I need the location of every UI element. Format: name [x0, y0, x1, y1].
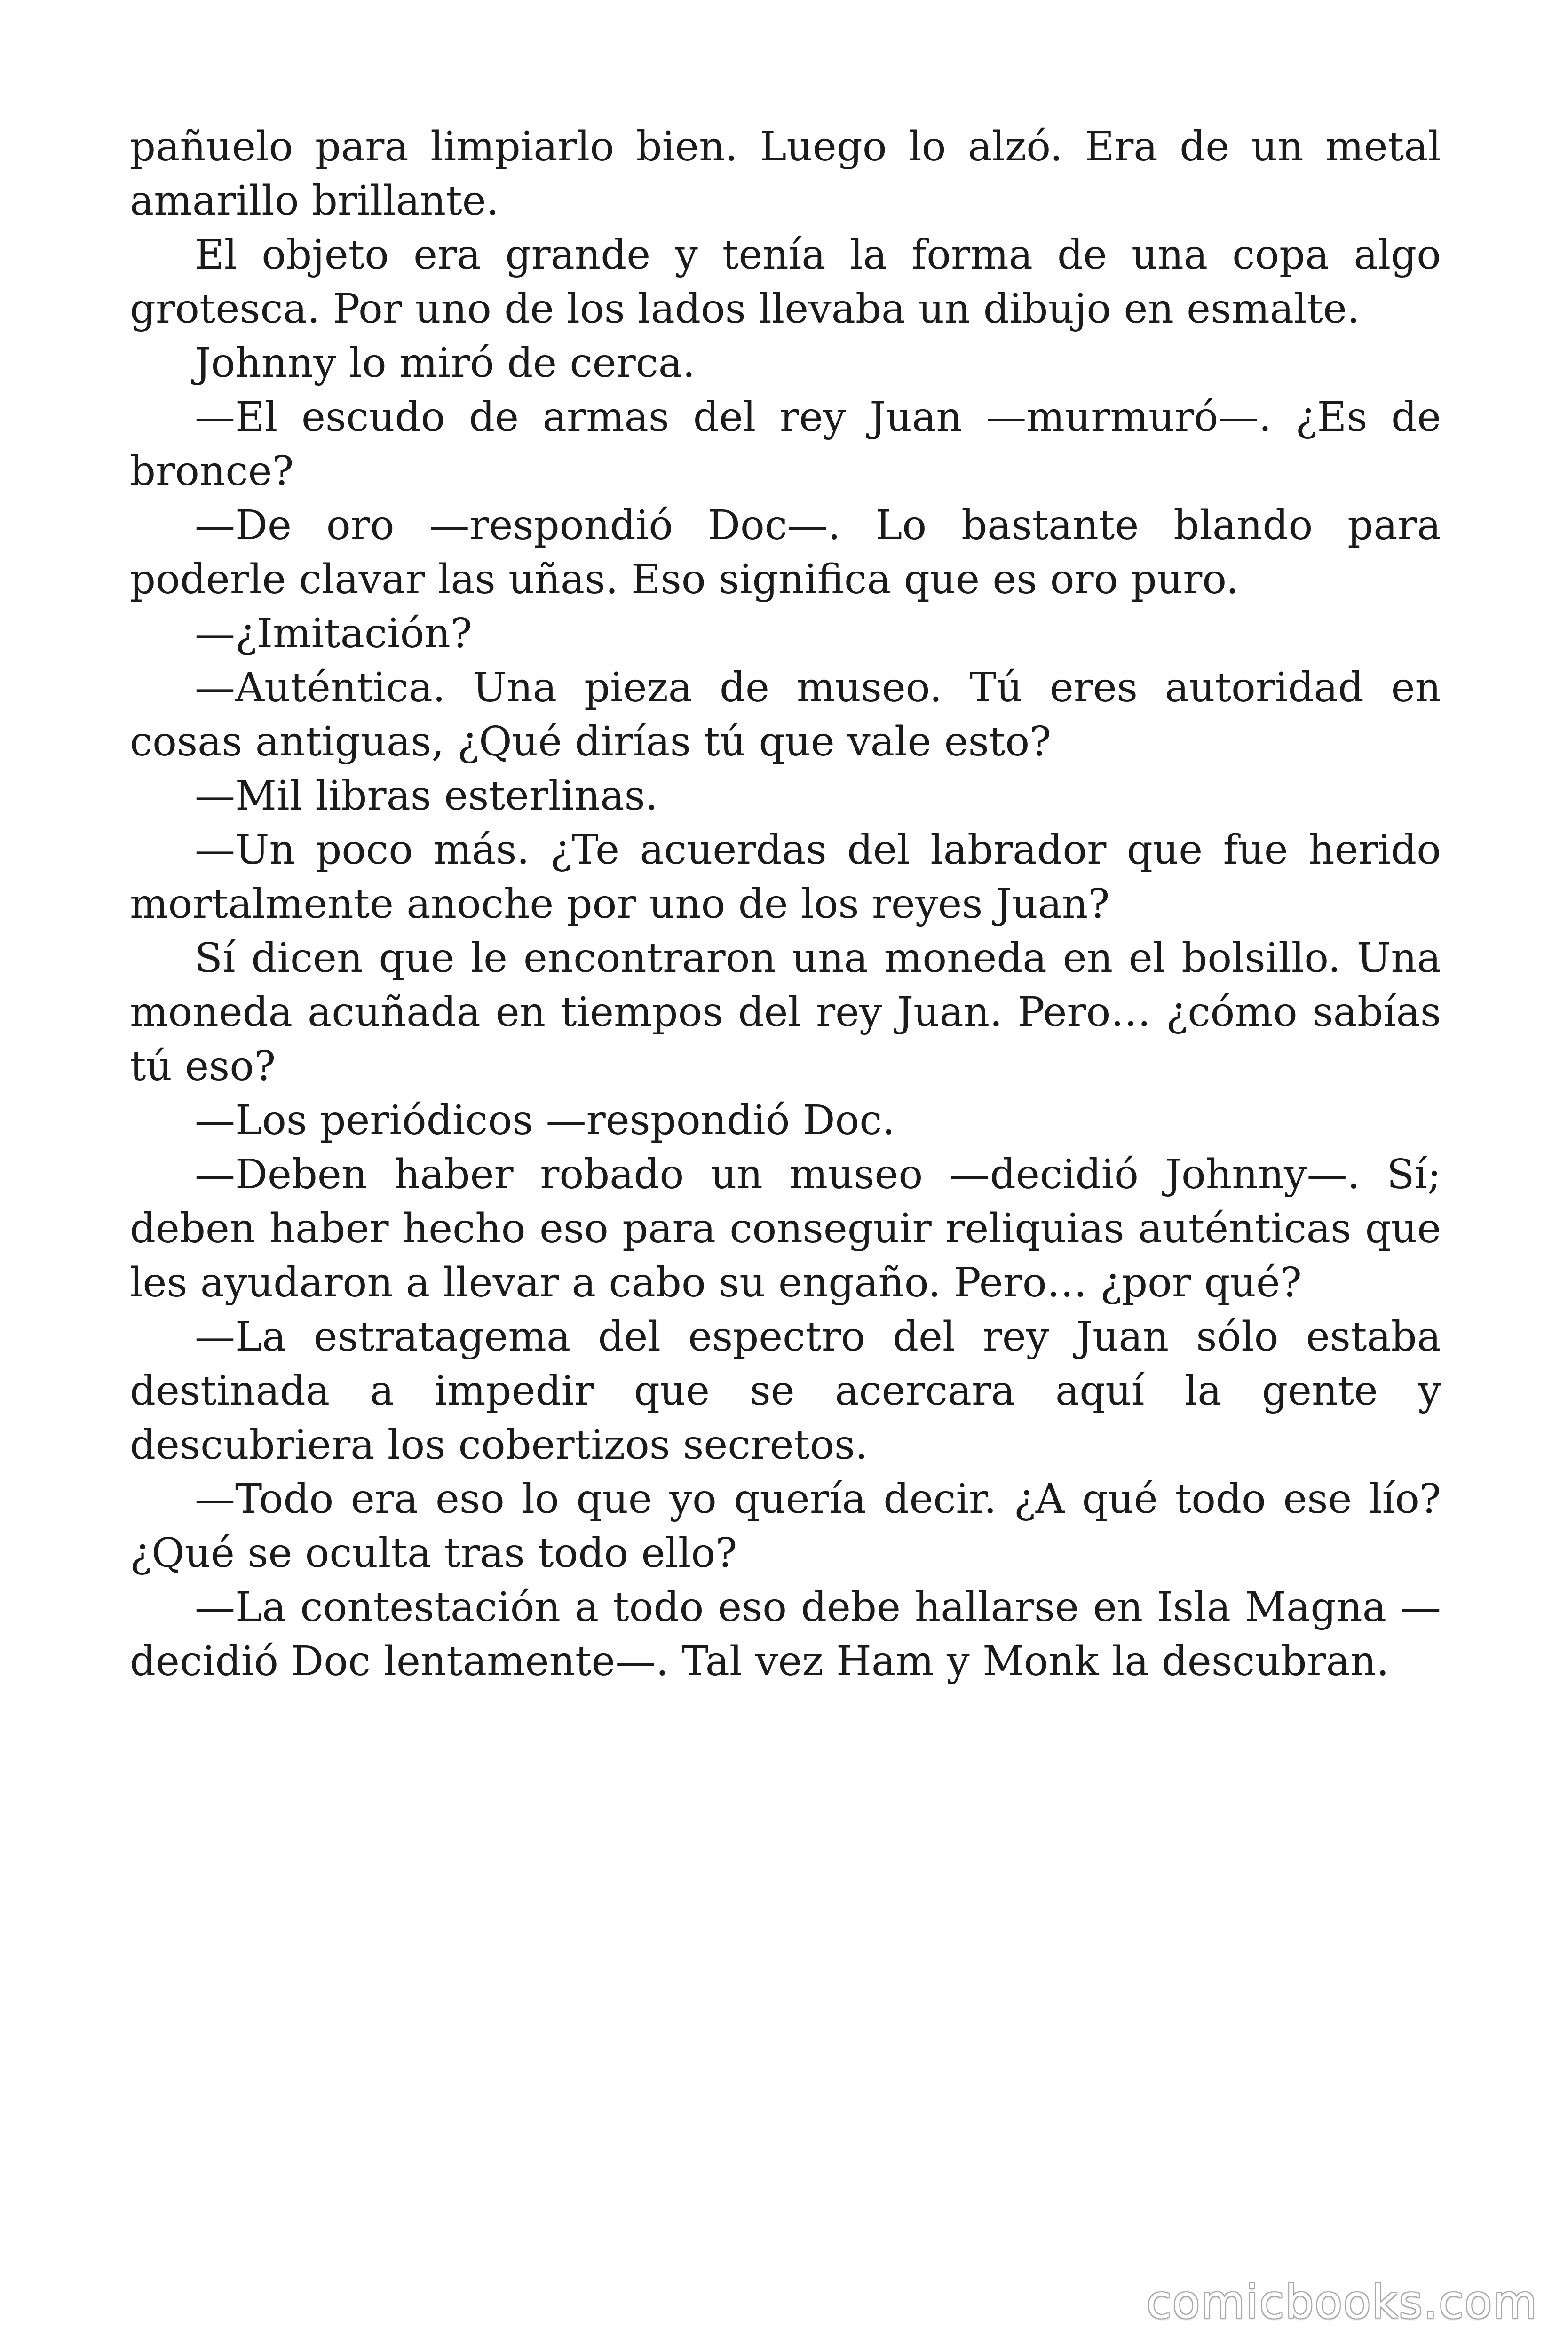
paragraph: Sí dicen que le encontraron una moneda en el bolsillo. Una moneda acuñada en tiempos del rey Juan. Pero… ¿cómo sabías tú eso?: [130, 935, 1441, 1090]
paragraph: —Mil libras esterlinas.: [195, 772, 658, 819]
paragraph: —Un poco más. ¿Te acuerdas del labrador que fue herido mortalmente anoche por uno de los reyes Juan?: [130, 826, 1441, 928]
paragraph: —Los periódicos —respondió Doc.: [195, 1097, 895, 1144]
paragraph: —La estratagema del espectro del rey Juan sólo estaba destinada a impedir que se acercara aquí la gente y descubriera los cobertizos secretos.: [130, 1313, 1441, 1469]
paragraph: —Deben haber robado un museo —decidió Johnny—. Sí; deben haber hecho eso para conseguir reliquias auténticas que les ayudaron a llevar a cabo su engaño. Pero… ¿por qué?: [130, 1151, 1441, 1306]
paragraph: —De oro —respondió Doc—. Lo bastante blando para poderle clavar las uñas. Eso significa que es oro puro.: [130, 502, 1441, 603]
paragraph: Johnny lo miró de cerca.: [195, 340, 696, 387]
book-page-text: [130, 120, 1441, 1689]
paragraph: —La contestación a todo eso debe hallarse en Isla Magna —decidió Doc lentamente—. Tal vez Ham y Monk la descubran.: [130, 1584, 1441, 1685]
paragraph: El objeto era grande y tenía la forma de una copa algo grotesca. Por uno de los lados llevaba un dibujo en esmalte.: [130, 231, 1441, 333]
paragraph: pañuelo para limpiarlo bien. Luego lo alzó. Era de un metal amarillo brillante.: [130, 123, 1441, 224]
paragraph: —Todo era eso lo que yo quería decir. ¿A qué todo ese lío? ¿Qué se oculta tras todo ello?: [130, 1476, 1441, 1577]
paragraph: —Auténtica. Una pieza de museo. Tú eres autoridad en cosas antiguas, ¿Qué dirías tú que vale esto?: [130, 664, 1441, 765]
paragraph: —El escudo de armas del rey Juan —murmuró—. ¿Es de bronce?: [130, 394, 1441, 495]
paragraph: —¿Imitación?: [195, 610, 472, 657]
watermark: comicbooks.com: [1146, 2276, 1538, 2328]
